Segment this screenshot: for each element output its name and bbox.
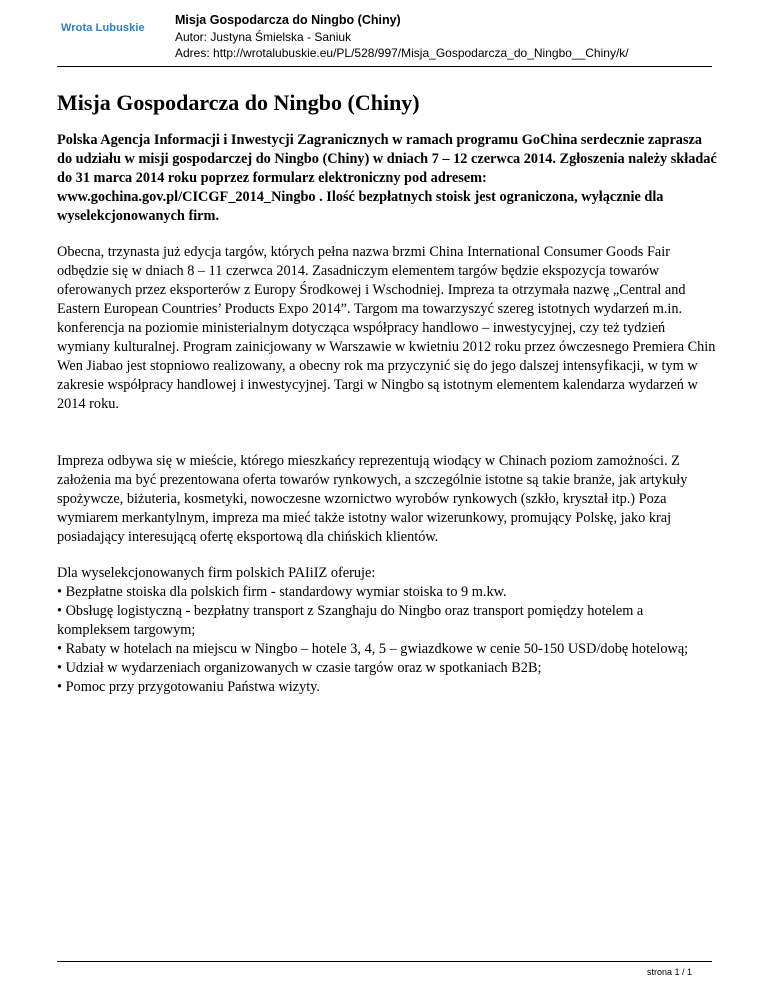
article-lead: Polska Agencja Informacji i Inwestycji Zagranicznych w ramach programu GoChina serdecznie zaprasza do udziału w misji gospodarczej do Ningbo (Chiny) w dniach 7 – 12 czerwca 2014. Zgłoszenia należy składać do 31 marca 2014 roku poprzez formularz elektroniczny pod adresem: www.gochina.gov.pl/CICGF_2014_Ningbo . Ilość bezpłatnych stoisk jest ograniczona, wyłącznie dla wyselekcjonowanych firm.: [57, 132, 717, 224]
page-number: strona 1 / 1: [646, 967, 692, 977]
header-divider: [57, 66, 712, 67]
benefit-item: • Udział w wydarzeniach organizowanych w czasie targów oraz w spotkaniach B2B;: [57, 659, 717, 678]
benefit-item: • Obsługę logistyczną - bezpłatny transport z Szanghaju do Ningbo oraz transport pomiędzy hotelem a kompleksem targowym;: [57, 602, 717, 640]
benefit-item: • Rabaty w hotelach na miejscu w Ningbo – hotele 3, 4, 5 – gwiazdkowe w cenie 50-150 USD/dobę hotelową;: [57, 640, 717, 659]
benefit-item: • Bezpłatne stoiska dla polskich firm - standardowy wymiar stoiska to 9 m.kw.: [57, 583, 717, 602]
article-paragraph-1: Obecna, trzynasta już edycja targów, których pełna nazwa brzmi China International Consumer Goods Fair odbędzie się w dniach 8 – 11 czerwca 2014. Zasadniczym elementem targów będzie ekspozycja towarów oferowanych przez eksporterów z Europy Środkowej i Wschodniej. Impreza ta otrzymała nazwę „Central and Eastern European Countries’ Products Expo 2014”. Targom ma towarzyszyć szereg istotnych wydarzeń m.in. konferencja na poziomie ministerialnym dotycząca współpracy handlowo – inwestycyjnej, czy też tydzień wymiany kulturalnej. Program zainicjowany w Warszawie w kwietniu 2012 roku przez ówczesnego Premiera Chin Wen Jiabao jest stopniowo realizowany, a obecny rok ma przyczynić się do jego dalszej intensyfikacji, w tym w zakresie współpracy handlowej i inwestycyjnej. Targi w Ningbo są istotnym elementem kalendarza wydarzeń w 2014 roku.: [57, 244, 716, 412]
benefits-list: [57, 583, 717, 697]
benefits-intro: Dla wyselekcjonowanych firm polskich PAIiIZ oferuje:: [57, 565, 376, 581]
header-address: Adres: http://wrotalubuskie.eu/PL/528/997/Misja_Gospodarcza_do_Ningbo__Chiny/k/: [175, 46, 629, 60]
header-meta: [175, 12, 629, 61]
benefit-item: • Pomoc przy przygotowaniu Państwa wizyty.: [57, 678, 717, 697]
document-header: [57, 12, 712, 66]
article-heading: Misja Gospodarcza do Ningbo (Chiny): [57, 90, 420, 115]
header-author: Autor: Justyna Śmielska - Saniuk: [175, 30, 352, 44]
site-logo: Wrota Lubuskie: [61, 22, 145, 34]
header-title: Misja Gospodarcza do Ningbo (Chiny): [175, 13, 401, 27]
article: [57, 90, 717, 697]
article-paragraph-2: Impreza odbywa się w mieście, którego mieszkańcy reprezentują wiodący w Chinach poziom zamożności. Z założenia ma być prezentowana oferta towarów rynkowych, a szczególnie istotne są takie branże, jak artykuły spożywcze, biżuteria, kosmetyki, nowoczesne wzornictwo wyrobów rynkowych (szkło, kryształ itp.) Poza wymiarem merkantylnym, impreza ma mieć także istotny walor wizerunkowy, promujący Polskę, jako kraj posiadający interesującą ofertę eksportową dla chińskich klientów.: [57, 453, 688, 545]
footer-divider: [57, 961, 712, 962]
